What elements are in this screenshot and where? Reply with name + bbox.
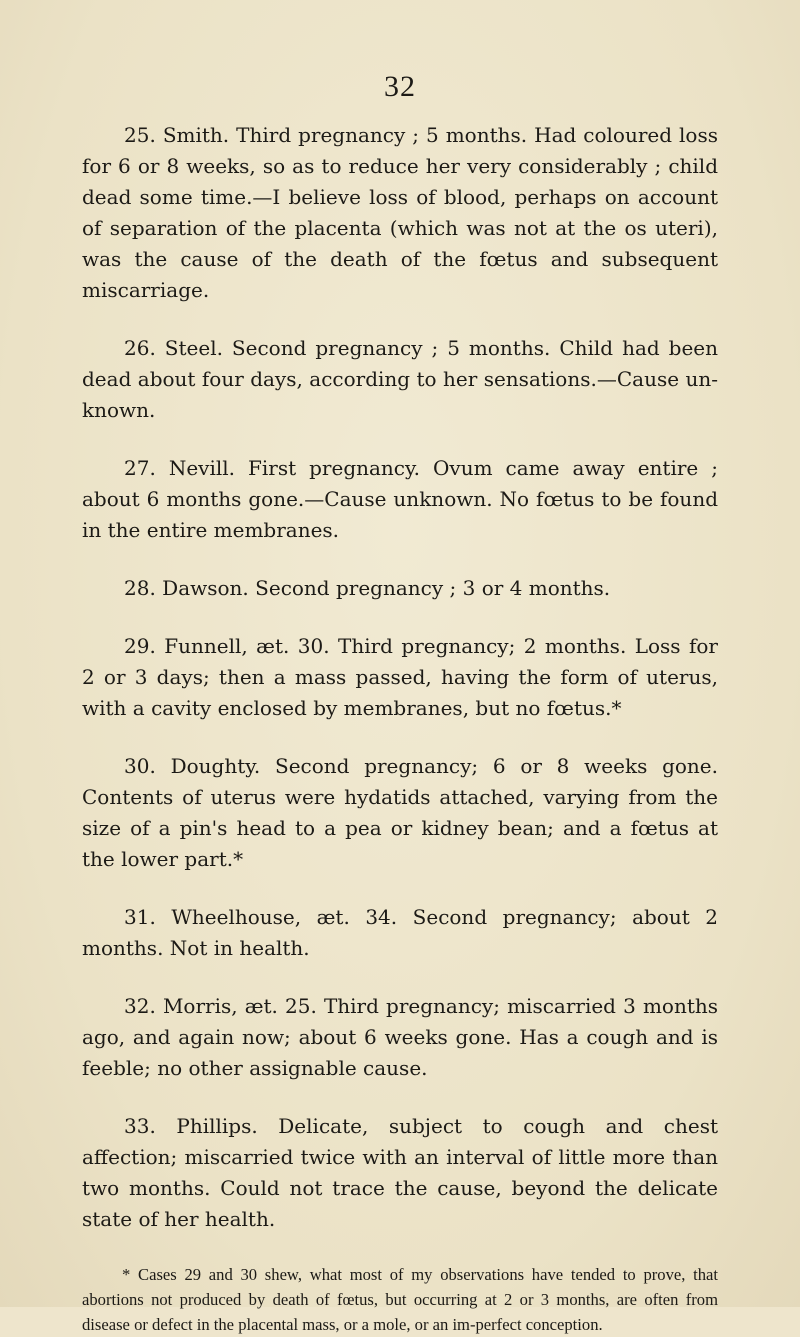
case-entry-33 bbox=[82, 1111, 718, 1235]
case-entry-28 bbox=[82, 573, 718, 604]
case-text: Doughty. Second pregnancy; 6 or 8 weeks gone. Contents of uterus were hydatids attached, varying from the size of a pin's head to a pea or kidney bean; and a fœtus at the lower part.* bbox=[82, 754, 718, 871]
case-entry-26 bbox=[82, 333, 718, 426]
page-number: 32 bbox=[384, 70, 416, 103]
case-entry-31 bbox=[82, 902, 718, 964]
case-entry-30 bbox=[82, 751, 718, 875]
case-text: Wheelhouse, æt. 34. Second pregnancy; about 2 months. Not in health. bbox=[82, 905, 719, 960]
case-number: 25. bbox=[124, 123, 156, 147]
case-number: 33. bbox=[124, 1114, 156, 1138]
case-entry-25 bbox=[82, 120, 718, 306]
case-text: Morris, æt. 25. Third pregnancy; miscarried 3 months ago, and again now; about 6 weeks gone. Has a cough and is feeble; no other assignable cause. bbox=[82, 994, 719, 1080]
case-number: 30. bbox=[124, 754, 156, 778]
case-text: Phillips. Delicate, subject to cough and chest affection; miscarried twice with an interval of little more than two months. Could not trace the cause, beyond the delicate state of her health. bbox=[82, 1114, 718, 1231]
case-text: Nevill. First pregnancy. Ovum came away entire ; about 6 months gone.—Cause unknown. No fœtus to be found in the entire membranes. bbox=[82, 456, 718, 542]
case-number: 28. bbox=[124, 576, 156, 600]
case-text: Dawson. Second pregnancy ; 3 or 4 months. bbox=[162, 576, 611, 600]
case-text: Smith. Third pregnancy ; 5 months. Had coloured loss for 6 or 8 weeks, so as to reduce her very considerably ; child dead some time.—I believe loss of blood, perhaps on account of separation of the placenta (which was not at the os uteri), was the cause of the death of the fœtus and subsequent miscarriage. bbox=[82, 123, 719, 302]
case-number: 31. bbox=[124, 905, 156, 929]
case-text: Steel. Second pregnancy ; 5 months. Child had been dead about four days, according to her sensations.—Cause un-known. bbox=[82, 336, 719, 422]
case-number: 26. bbox=[124, 336, 156, 360]
case-entry-29 bbox=[82, 631, 718, 724]
case-entry-27 bbox=[82, 453, 718, 546]
case-text: Funnell, æt. 30. Third pregnancy; 2 months. Loss for 2 or 3 days; then a mass passed, having the form of uterus, with a cavity enclosed by membranes, but no fœtus.* bbox=[82, 634, 718, 720]
case-number: 29. bbox=[124, 634, 156, 658]
page-body bbox=[82, 120, 718, 1337]
case-entry-32 bbox=[82, 991, 718, 1084]
case-number: 32. bbox=[124, 994, 156, 1018]
footnote: * Cases 29 and 30 shew, what most of my observations have tended to prove, that abortions not produced by death of fœtus, but occurring at 2 or 3 months, are often from disease or defect in the placental mass, or a mole, or an im-perfect conception. bbox=[82, 1265, 718, 1334]
case-number: 27. bbox=[124, 456, 156, 480]
